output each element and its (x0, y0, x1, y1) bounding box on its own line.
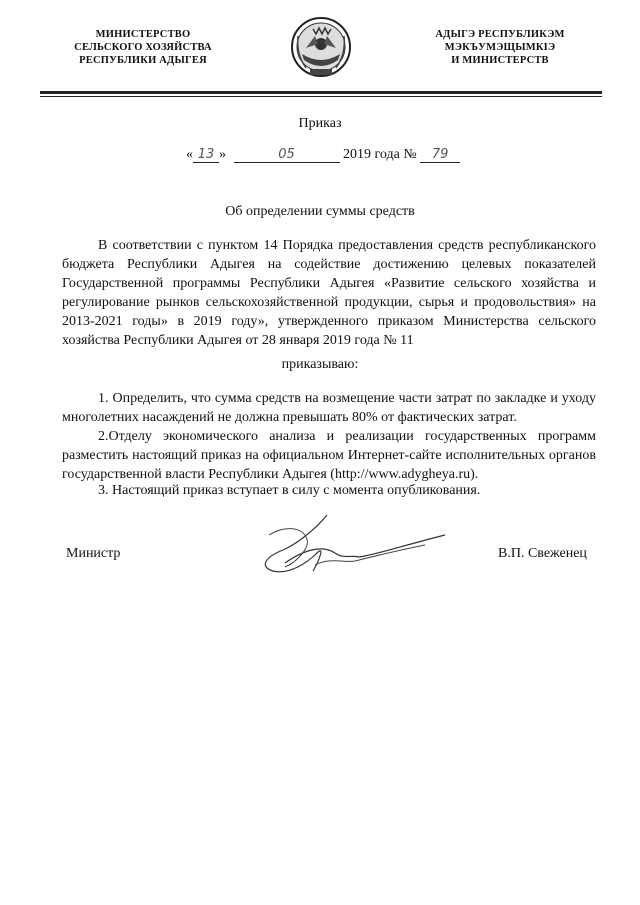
order-number: 79 (420, 147, 460, 163)
header-left-line: РЕСПУБЛИКИ АДЫГЕЯ (79, 55, 207, 66)
ministry-name-russian (58, 28, 228, 67)
decree-word: приказываю: (281, 357, 359, 372)
order-month: 05 (234, 147, 340, 163)
signatory-name: В.П. Свеженец (498, 546, 587, 561)
order-date-line (186, 147, 460, 163)
order-preamble: В соответствии с пунктом 14 Порядка предоставления средств республиканского бюджета Республики Адыгея на содействие достижению целевых показателей Государственной программы Республики Адыгея «Развитие сельского хозяйства и регулирование рынков сельскохозяйственной продукции, сырья и продовольствия» на 2013-2021 годы» в 2019 году», утвержденного приказом Министерства сельского хозяйства Республики Адыгея от 28 января 2019 года № 11 (62, 238, 596, 348)
header-left-line: МИНИСТЕРСТВО (95, 29, 191, 40)
signatory-title: Министр (66, 546, 121, 561)
header-right-line: АДЫГЭ РЕСПУБЛИКЭМ (435, 29, 565, 40)
order-item: 2.Отделу экономического анализа и реализации государственных программ разместить настоящий приказ на официальном Интернет-сайте исполнительных органов государственной власти Республики Адыгея (http://www.adygheya.ru). (62, 429, 596, 482)
order-subject: Об определении суммы средств (225, 204, 415, 219)
header-right-line: МЭКЪУМЭЩЫМКІЭ (444, 42, 556, 53)
ministry-name-adyghe (410, 28, 590, 67)
header-left-line: СЕЛЬСКОГО ХОЗЯЙСТВА (74, 42, 212, 53)
order-item: 3. Настоящий приказ вступает в силу с момента опубликования. (98, 483, 481, 498)
order-title: Приказ (298, 116, 342, 131)
date-close-quote: » (219, 147, 226, 162)
order-year-text: 2019 года № (343, 147, 417, 162)
order-day: 13 (193, 147, 219, 163)
signature-icon (255, 505, 455, 585)
header-divider-thick (40, 91, 602, 94)
header-right-line: И МИНИСТЕРСТВ (451, 55, 549, 66)
order-item: 1. Определить, что сумма средств на возмещение части затрат по закладке и уходу многолетних насаждений не должна превышать 80% от фактических затрат. (62, 391, 596, 425)
coat-of-arms-icon (288, 14, 354, 84)
date-open-quote: « (186, 147, 193, 162)
header-divider-thin (40, 96, 602, 97)
